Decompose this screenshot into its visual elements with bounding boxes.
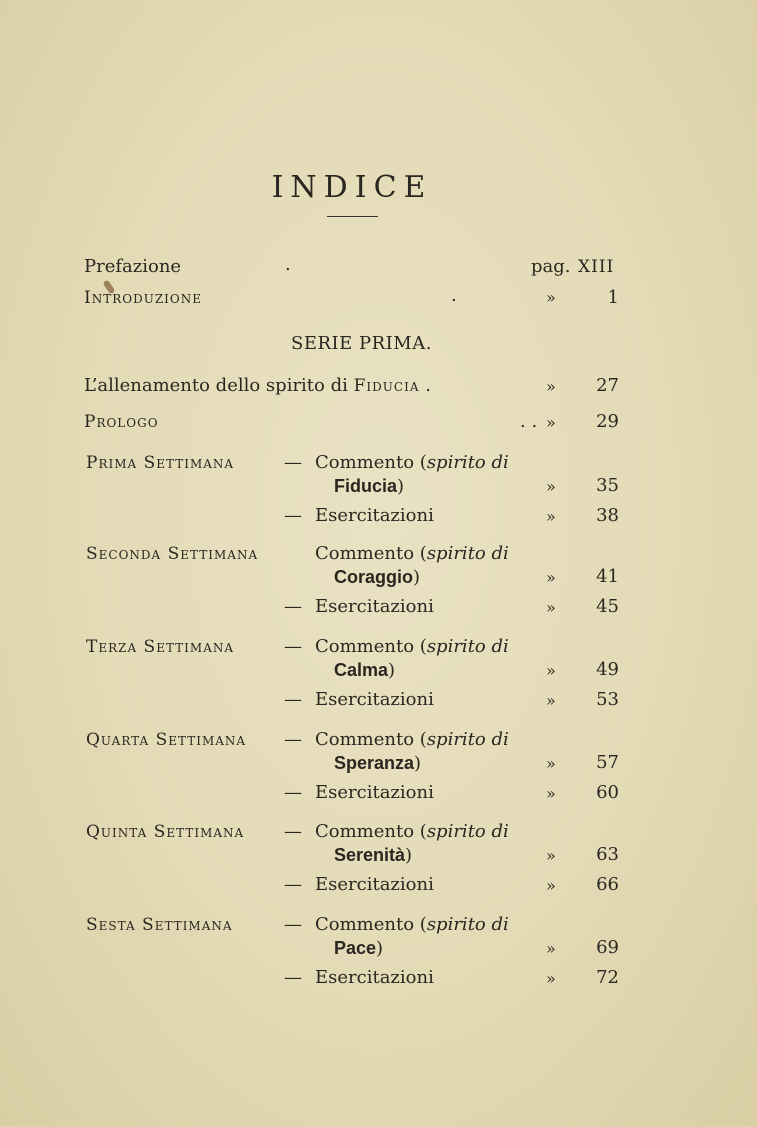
leader-dot: . — [451, 285, 457, 306]
close-paren: ) — [388, 660, 396, 681]
virtue-line — [334, 844, 412, 866]
week-label: Quinta Settimana — [86, 822, 245, 842]
ditto-mark: » — [546, 377, 556, 396]
esercitazioni-label: Esercitazioni — [315, 505, 434, 526]
commento-label: Commento ( — [315, 543, 427, 564]
commento-label: Commento ( — [315, 636, 427, 657]
virtue-line — [334, 752, 421, 774]
ditto-mark: » — [546, 876, 556, 895]
spirito-di: spirito di — [426, 543, 509, 564]
page-number: 27 — [596, 375, 619, 396]
close-paren: ) — [397, 476, 405, 497]
page-number: XIII — [578, 257, 615, 277]
esercitazioni-page: 60 — [596, 782, 619, 803]
week-label: Seconda Settimana — [86, 544, 259, 564]
spirito-di: spirito di — [426, 821, 509, 842]
leader-dot: . — [425, 375, 431, 396]
commento-page: 49 — [596, 659, 619, 680]
em-dash: — — [284, 452, 302, 473]
week-label: Prima Settimana — [86, 453, 235, 473]
spirito-di: spirito di — [426, 452, 509, 473]
ditto-mark: » — [546, 691, 556, 710]
ditto-mark: » — [546, 784, 556, 803]
leader-dot: . — [285, 254, 291, 275]
ditto-mark: » — [546, 568, 556, 587]
commento-label: Commento ( — [315, 729, 427, 750]
spirito-di: spirito di — [426, 729, 509, 750]
commento-line — [315, 914, 509, 936]
entry-label: Introduzione — [84, 288, 203, 308]
esercitazioni-label: Esercitazioni — [315, 874, 434, 895]
virtue-line — [334, 475, 404, 497]
commento-line — [315, 543, 509, 565]
virtue-name: Calma — [334, 660, 389, 680]
commento-page: 57 — [596, 752, 619, 773]
entry-line — [84, 375, 431, 397]
ditto-mark: » — [546, 846, 556, 865]
page-prefix: pag. — [531, 256, 571, 277]
virtue-name: Serenità — [334, 845, 406, 865]
em-dash: — — [284, 505, 302, 526]
esercitazioni-page: 72 — [596, 967, 619, 988]
em-dash: — — [284, 596, 302, 617]
commento-line — [315, 821, 509, 843]
esercitazioni-label: Esercitazioni — [315, 596, 434, 617]
ditto-mark: » — [546, 939, 556, 958]
ditto-mark: » — [546, 477, 556, 496]
esercitazioni-label: Esercitazioni — [315, 689, 434, 710]
em-dash: — — [284, 689, 302, 710]
ditto-mark: » — [546, 507, 556, 526]
series-heading: SERIE PRIMA. — [291, 333, 432, 354]
close-paren: ) — [376, 938, 384, 959]
em-dash: — — [284, 782, 302, 803]
close-paren: ) — [413, 567, 421, 588]
em-dash: — — [284, 914, 302, 935]
week-label: Terza Settimana — [86, 637, 235, 657]
esercitazioni-label: Esercitazioni — [315, 967, 434, 988]
commento-line — [315, 452, 509, 474]
commento-page: 69 — [596, 937, 619, 958]
entry-label: Prefazione — [84, 256, 182, 277]
virtue-name: Pace — [334, 938, 377, 958]
virtue-name: Fiducia — [334, 476, 398, 496]
spirito-di: spirito di — [426, 914, 509, 935]
page-title: INDICE — [271, 170, 433, 205]
title-rule — [327, 216, 378, 217]
ditto-mark: » — [546, 288, 556, 307]
commento-line — [315, 729, 509, 751]
ditto-mark: » — [546, 661, 556, 680]
em-dash: — — [284, 874, 302, 895]
virtue-line — [334, 937, 383, 959]
close-paren: ) — [405, 845, 413, 866]
commento-label: Commento ( — [315, 914, 427, 935]
spirito-di: spirito di — [426, 636, 509, 657]
page-number: 29 — [596, 411, 619, 432]
entry-label: L’allenamento dello spirito di — [84, 375, 348, 396]
ditto-mark: » — [546, 969, 556, 988]
ditto-mark: » — [546, 598, 556, 617]
commento-label: Commento ( — [315, 452, 427, 473]
week-label: Sesta Settimana — [86, 915, 233, 935]
em-dash: — — [284, 636, 302, 657]
entry-label: Prologo — [84, 412, 159, 432]
week-label: Quarta Settimana — [86, 730, 247, 750]
virtue-name: Speranza — [334, 753, 415, 773]
leader-dot: . . — [520, 411, 538, 432]
esercitazioni-page: 45 — [596, 596, 619, 617]
commento-label: Commento ( — [315, 821, 427, 842]
commento-page: 63 — [596, 844, 619, 865]
ditto-mark: » — [546, 413, 556, 432]
commento-page: 35 — [596, 475, 619, 496]
em-dash: — — [284, 967, 302, 988]
esercitazioni-page: 53 — [596, 689, 619, 710]
page-number: 1 — [607, 287, 619, 308]
virtue-line — [334, 566, 420, 588]
em-dash: — — [284, 729, 302, 750]
close-paren: ) — [414, 753, 422, 774]
esercitazioni-page: 66 — [596, 874, 619, 895]
esercitazioni-label: Esercitazioni — [315, 782, 434, 803]
virtue-line — [334, 659, 395, 681]
entry-virtue: Fiducia — [353, 376, 420, 396]
em-dash: — — [284, 821, 302, 842]
ditto-mark: » — [546, 754, 556, 773]
virtue-name: Coraggio — [334, 567, 413, 587]
commento-page: 41 — [596, 566, 619, 587]
commento-line — [315, 636, 509, 658]
esercitazioni-page: 38 — [596, 505, 619, 526]
